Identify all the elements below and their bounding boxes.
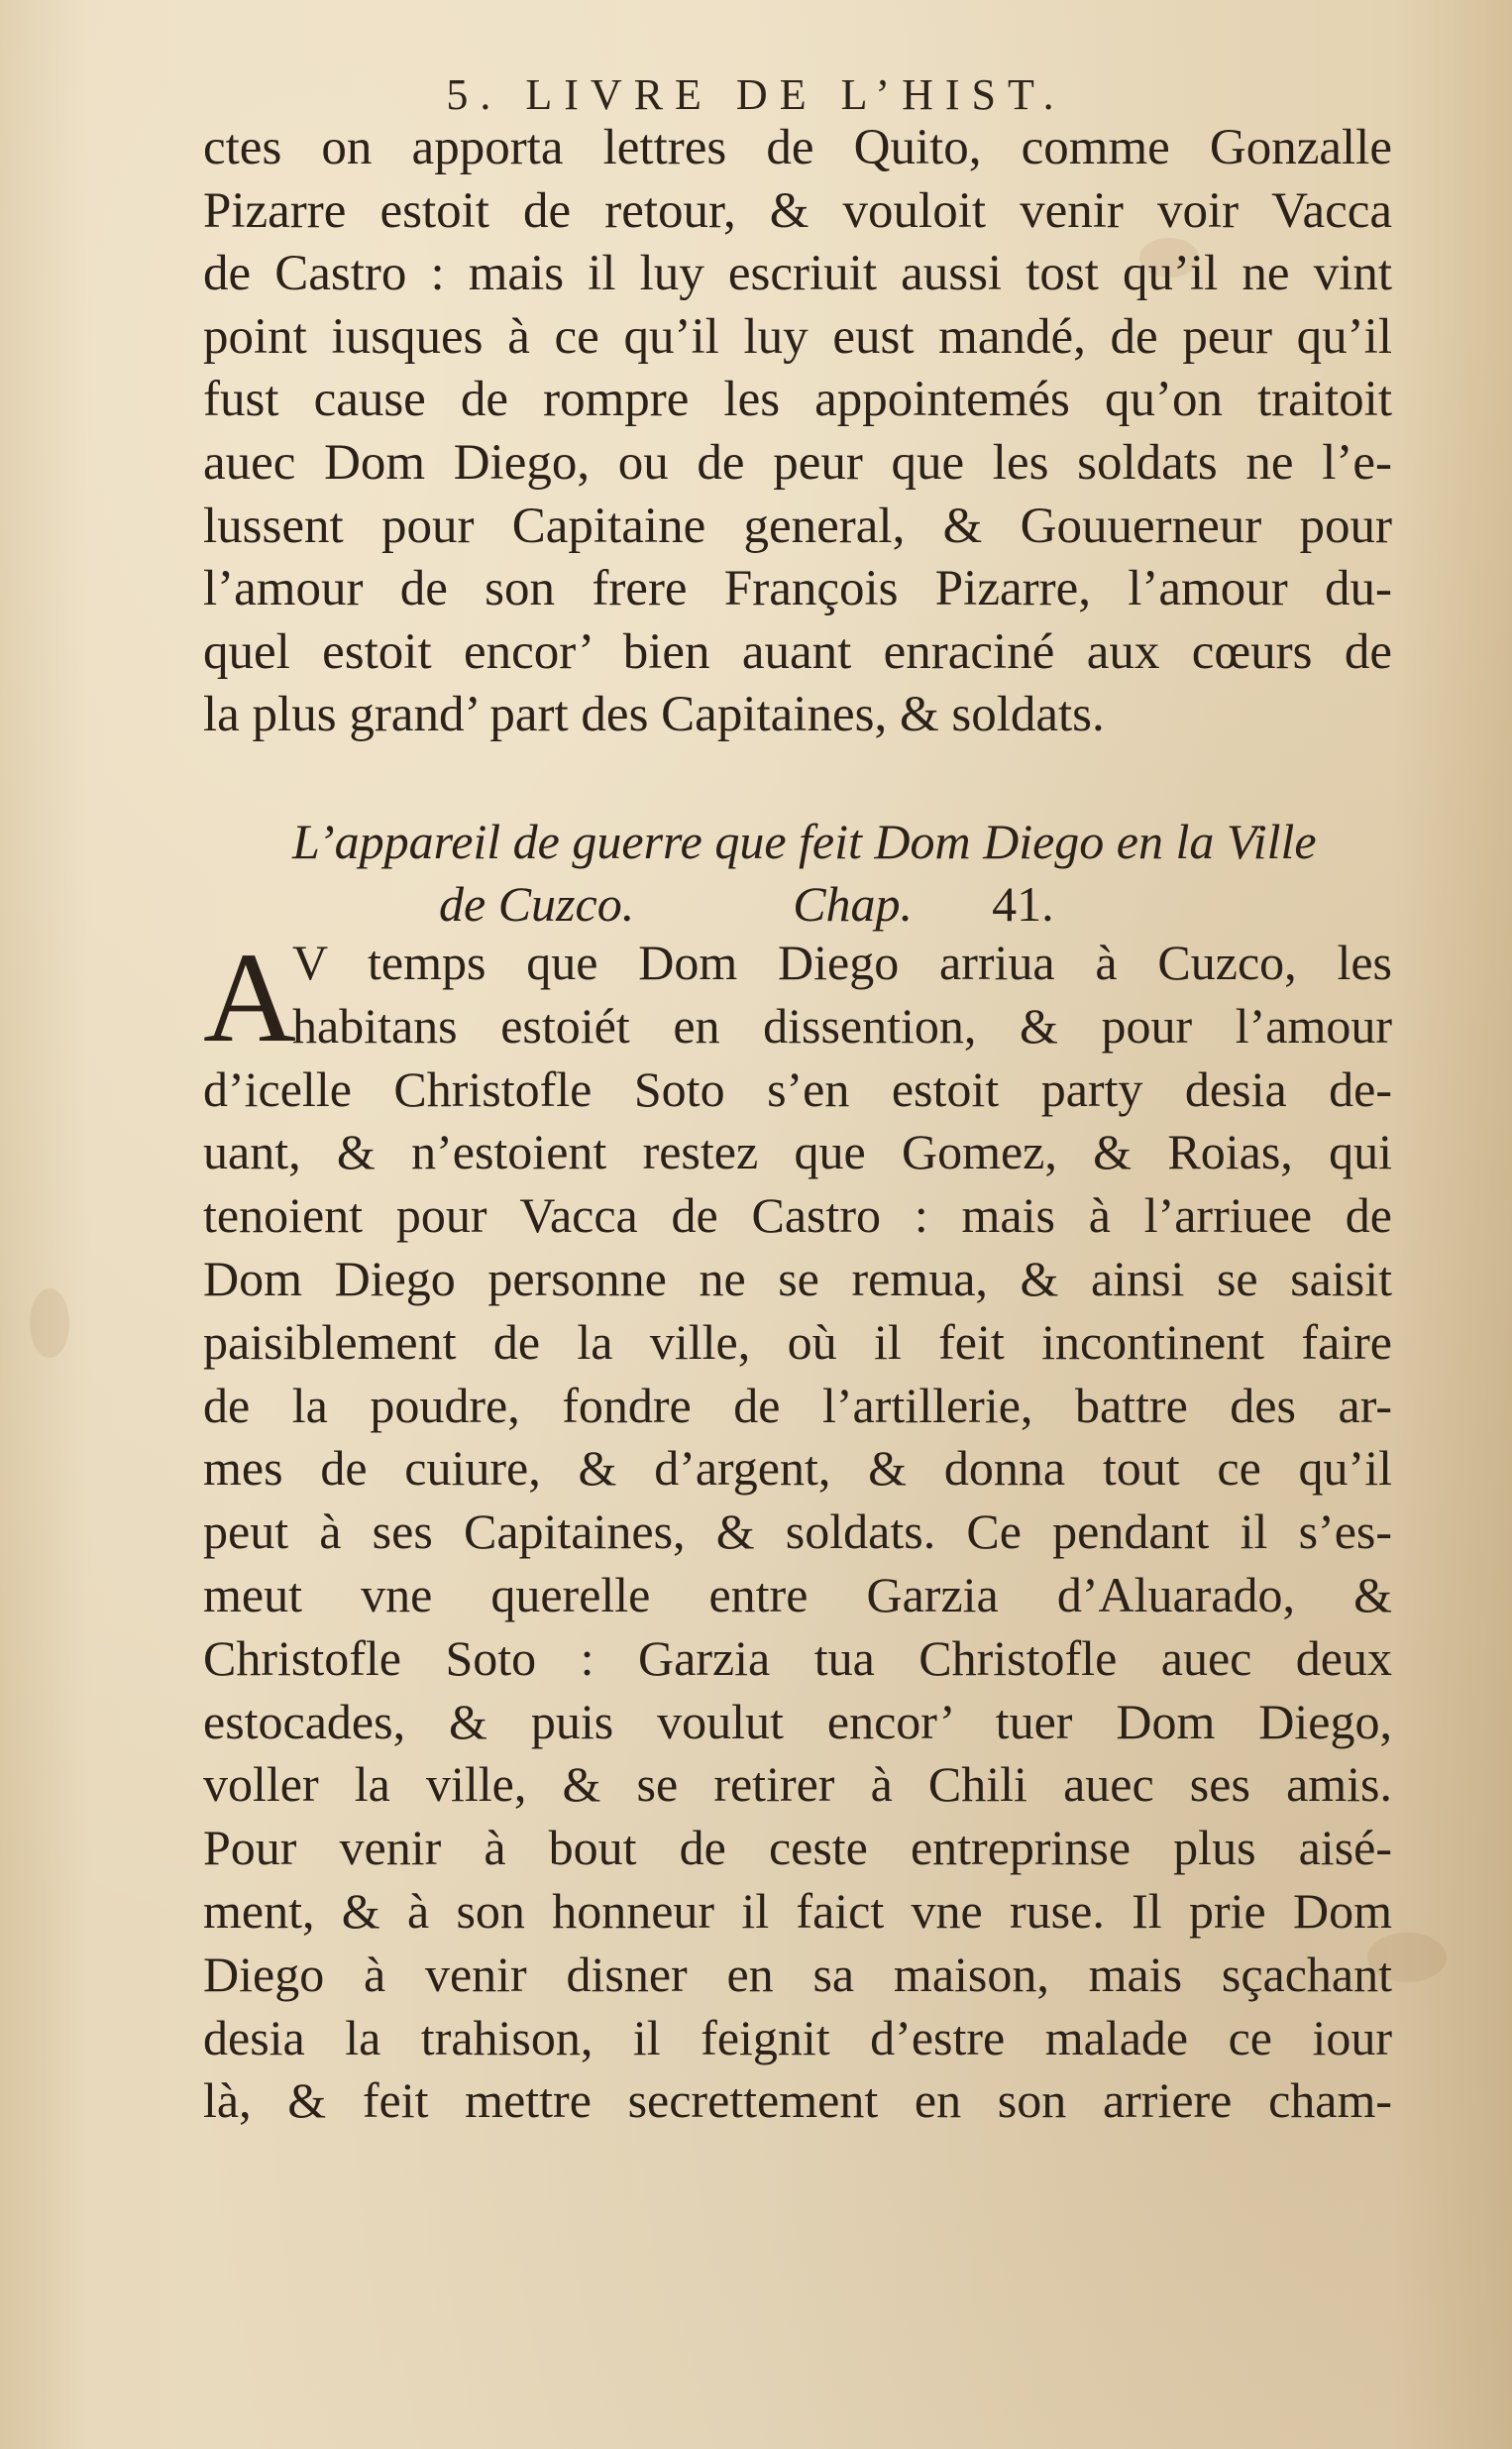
text-line: tenoient pour Vacca de Castro : mais à l’arriuee de	[203, 1187, 1392, 1244]
top-paragraph	[203, 117, 1392, 747]
chapter-title-line-2	[292, 873, 1313, 936]
text-line: Pizarre estoit de retour, & vouloit venir voir Vacca	[203, 182, 1392, 239]
text-line: paisiblement de la ville, où il feit incontinent faire	[203, 1313, 1392, 1370]
running-header: 5. LIVRE DE L’HIST.	[446, 70, 1066, 119]
text-line: d’icelle Christofle Soto s’en estoit party desia de-	[203, 1060, 1392, 1117]
text-line: peut à ses Capitaines, & soldats. Ce pendant il s’es-	[203, 1503, 1392, 1560]
text-line: Christofle Soto : Garzia tua Christofle auec deux	[203, 1629, 1392, 1686]
chapter-label: Chap.	[793, 876, 914, 932]
chapter-body	[203, 927, 1392, 2133]
text-line: là, & feit mettre secrettement en son arriere cham-	[203, 2072, 1392, 2129]
text-line: quel estoit encor’ bien auant enraciné aux cœurs de	[203, 623, 1392, 680]
text-line: meut vne querelle entre Garzia d’Aluarado, &	[203, 1566, 1392, 1622]
chapter-heading	[292, 811, 1317, 936]
paper-stain	[30, 1288, 69, 1358]
text-line: de Castro : mais il luy escriuit aussi tost qu’il ne vint	[203, 246, 1392, 302]
text-line: lussent pour Capitaine general, & Gouuerneur pour	[203, 498, 1392, 554]
text-line: habitans estoiét en dissention, & pour l’amour	[292, 997, 1392, 1054]
text-line: point iusques à ce qu’il luy eust mandé, de peur qu’il	[203, 308, 1392, 365]
text-line: Pour venir à bout de ceste entreprinse plus aisé-	[203, 1820, 1392, 1876]
text-line: voller la ville, & se retirer à Chili auec ses amis.	[203, 1756, 1392, 1813]
text-line: ment, & à son honneur il faict vne ruse. Il prie Dom	[203, 1882, 1392, 1939]
chapter-title-place: de Cuzco.	[439, 876, 635, 932]
text-line: uant, & n’estoient restez que Gomez, & Roias, qui	[203, 1124, 1392, 1180]
chapter-title-line-1: L’appareil de guerre que feit Dom Diego en la Ville	[292, 814, 1317, 869]
text-line: l’amour de son frere François Pizarre, l’amour du-	[203, 561, 1392, 617]
text-line: Dom Diego personne ne se remua, & ainsi se saisit	[203, 1250, 1392, 1306]
text-line: auec Dom Diego, ou de peur que les soldats ne l’e-	[203, 434, 1392, 491]
text-line: ctes on apporta lettres de Quito, comme Gonzalle	[203, 120, 1392, 175]
text-line: V temps que Dom Diego arriua à Cuzco, les	[292, 935, 1392, 990]
text-line: desia la trahison, il feignit d’estre malade ce iour	[203, 2009, 1392, 2065]
text-line: Diego à venir disner en sa maison, mais sçachant	[203, 1946, 1392, 2002]
text-line: estocades, & puis voulut encor’ tuer Dom Diego,	[203, 1693, 1392, 1749]
text-line: la plus grand’ part des Capitaines, & soldats.	[203, 687, 1105, 743]
text-line: de la poudre, fondre de l’artillerie, battre des ar-	[203, 1377, 1392, 1433]
text-line: mes de cuiure, & d’argent, & donna tout ce qu’il	[203, 1440, 1392, 1497]
text-line: fust cause de rompre les appointemés qu’on traitoit	[203, 372, 1392, 428]
drop-cap: A	[203, 927, 296, 1069]
chapter-number: 41.	[992, 876, 1054, 932]
